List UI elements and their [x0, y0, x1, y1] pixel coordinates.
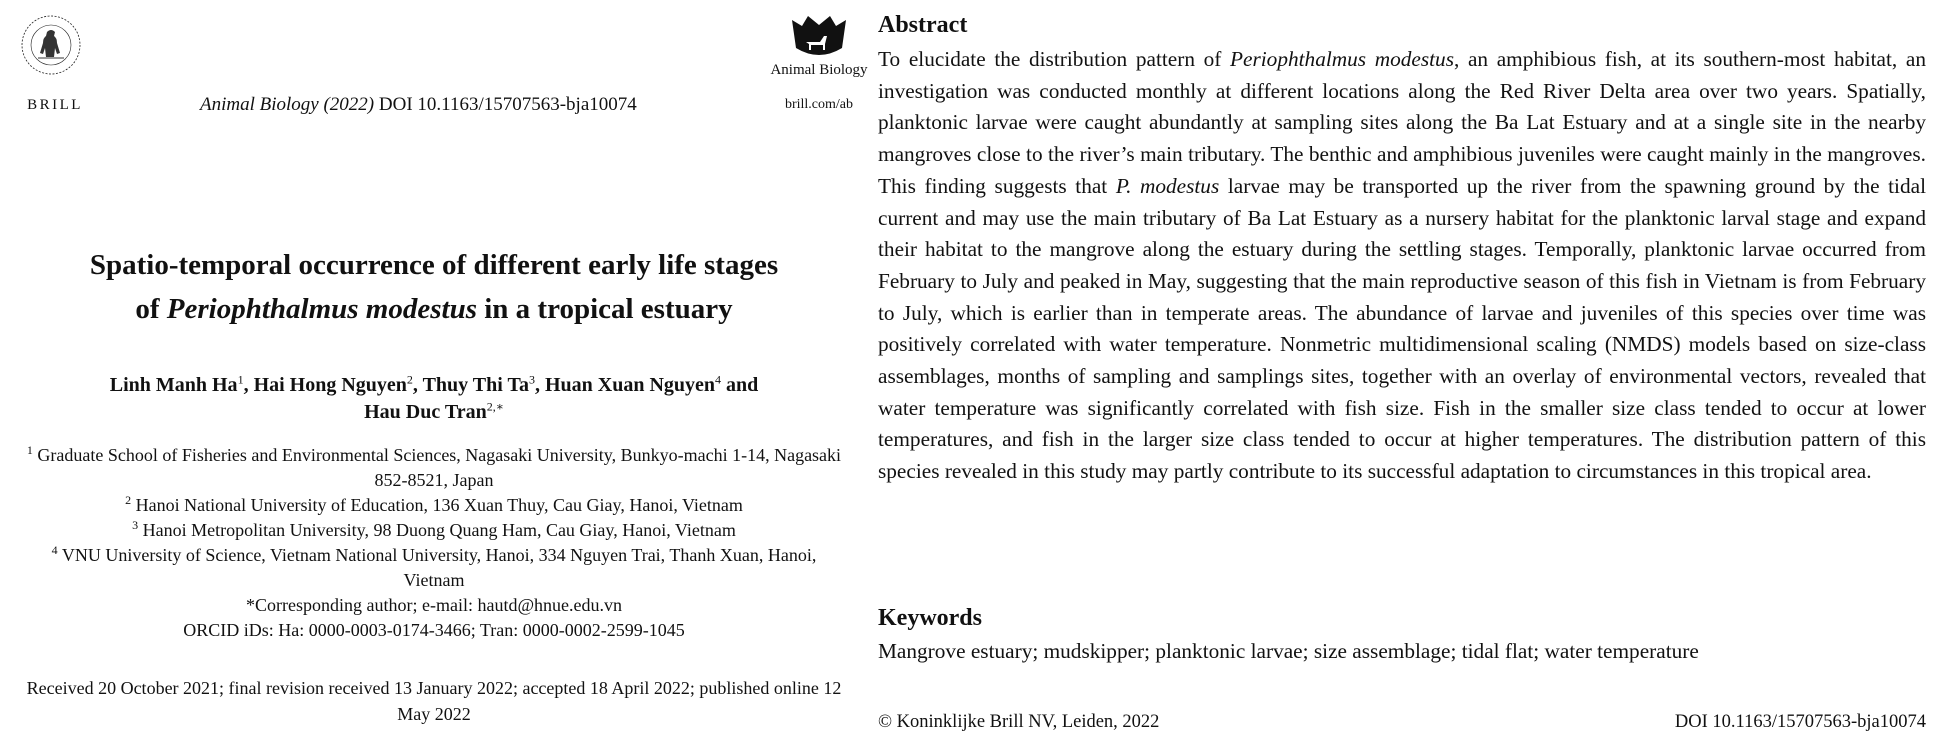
keywords-heading: Keywords: [878, 605, 982, 631]
paper-title: [20, 243, 848, 331]
abstract-heading: Abstract: [878, 12, 968, 38]
orcid-ids: ORCID iDs: Ha: 0000-0003-0174-3466; Tran: 0000-0002-2599-1045: [183, 620, 685, 640]
journal-url[interactable]: brill.com/ab: [784, 97, 854, 112]
abstract-text: To elucidate the distribution pattern of Periophthalmus modestus, an amphibious fish, at its southern-most habitat, an investigation was conducted monthly at different locations along the Red River Delta area over two years. Spatially, planktonic larvae were caught abundantly at sampling sites along the Ba Lat Estuary and at a single site in the nearby mangroves close to the river’s main tributary. The benthic and amphibious juveniles were caught mainly in the mangroves. This finding suggests that P. modestus larvae may be transported up the river from the spawning ground by the tidal current and may use the main tributary of Ba Lat Estuary as a nursery habitat for the planktonic larval stage and expand their habitat to the mangrove along the estuary during the settling stages. Temporally, planktonic larvae occurred from February to July and peaked in May, suggesting that the main reproductive season of this fish in Vietnam is from February to July, which is earlier than in temperate areas. The abundance of larvae and juveniles of this species over time was positively correlated with water temperature. Nonmetric multidimensional scaling (NMDS) models based on size-class assemblages, months of sampling and samplings sites, together with an overlay of environmental vectors, revealed that water temperature was significantly correlated with fish size. Fish in the smaller size class tended to occur at lower temperatures, and fish in the larger size class tended to occur at higher temperatures. The distribution pattern of this species revealed in this study may partly contribute to its successful adaptation to circumstances in this tropical area.: [878, 47, 1926, 484]
received-dates: Received 20 October 2021; final revision received 13 January 2022; accepted 18 April 2022; published online 12 May 2022: [26, 678, 842, 724]
affiliation: $^2$ Hanoi National University of Education, 136 Xuan Thuy, Cau Giay, Hanoi, Vietnam: [125, 493, 743, 515]
journal-name: Animal Biology (2022): [200, 94, 375, 115]
authors-connector: and: [726, 374, 759, 396]
affiliations: [20, 443, 848, 643]
author-name: Hau Duc Tran: [364, 401, 487, 423]
publisher-name: BRILL: [27, 97, 83, 113]
animal-biology-logo: [790, 16, 848, 60]
footer-doi[interactable]: DOI 10.1163/15707563-bja10074: [1674, 712, 1926, 732]
affiliation: $^4$ VNU University of Science, Vietnam National University, Hanoi, 334 Nguyen Trai, Thanh Xuan, Hanoi, Vietnam: [51, 543, 817, 590]
copyright: © Koninklijke Brill NV, Leiden, 2022: [878, 712, 1160, 732]
title-species: Periophthalmus modestus: [166, 293, 477, 325]
title-line-2: of Periophthalmus modestus in a tropical estuary: [135, 293, 733, 325]
author-name: Linh Manh Ha: [109, 374, 238, 396]
affiliation: $^3$ Hanoi Metropolitan University, 98 Duong Quang Ham, Cau Giay, Hanoi, Vietnam: [132, 518, 736, 540]
journal-citation: [200, 94, 700, 116]
author-name: Huan Xuan Nguyen: [544, 374, 716, 396]
author-list: Linh Manh Ha$^1$, Hai Hong Nguyen$^2$, Thuy Thi Ta$^3$, Huan Xuan Nguyen$^4$ and Hau Duc Tran$^{2,∗}$: [109, 372, 759, 423]
author-name: Thuy Thi Ta: [422, 374, 529, 396]
title-line-1: Spatio-temporal occurrence of different early life stages: [89, 249, 779, 281]
species-name: Periophthalmus modestus: [1230, 47, 1454, 71]
author-name: Hai Hong Nguyen: [253, 374, 407, 396]
species-name-short: P. modestus: [1115, 173, 1220, 198]
corresponding-author: *Corresponding author; e-mail: hautd@hnue.edu.vn: [246, 595, 622, 615]
header-doi[interactable]: DOI 10.1163/15707563-bja10074: [378, 94, 637, 115]
brill-logo: [20, 14, 82, 76]
keywords-text: Mangrove estuary; mudskipper; planktonic larvae; size assemblage; tidal flat; water temperature: [878, 639, 1699, 663]
journal-logo-label: Animal Biology: [770, 62, 868, 78]
affiliation: $^1$ Graduate School of Fisheries and Environmental Sciences, Nagasaki University, Bunkyo-machi 1-14, Nagasaki 852-8521, Japan: [26, 443, 842, 490]
